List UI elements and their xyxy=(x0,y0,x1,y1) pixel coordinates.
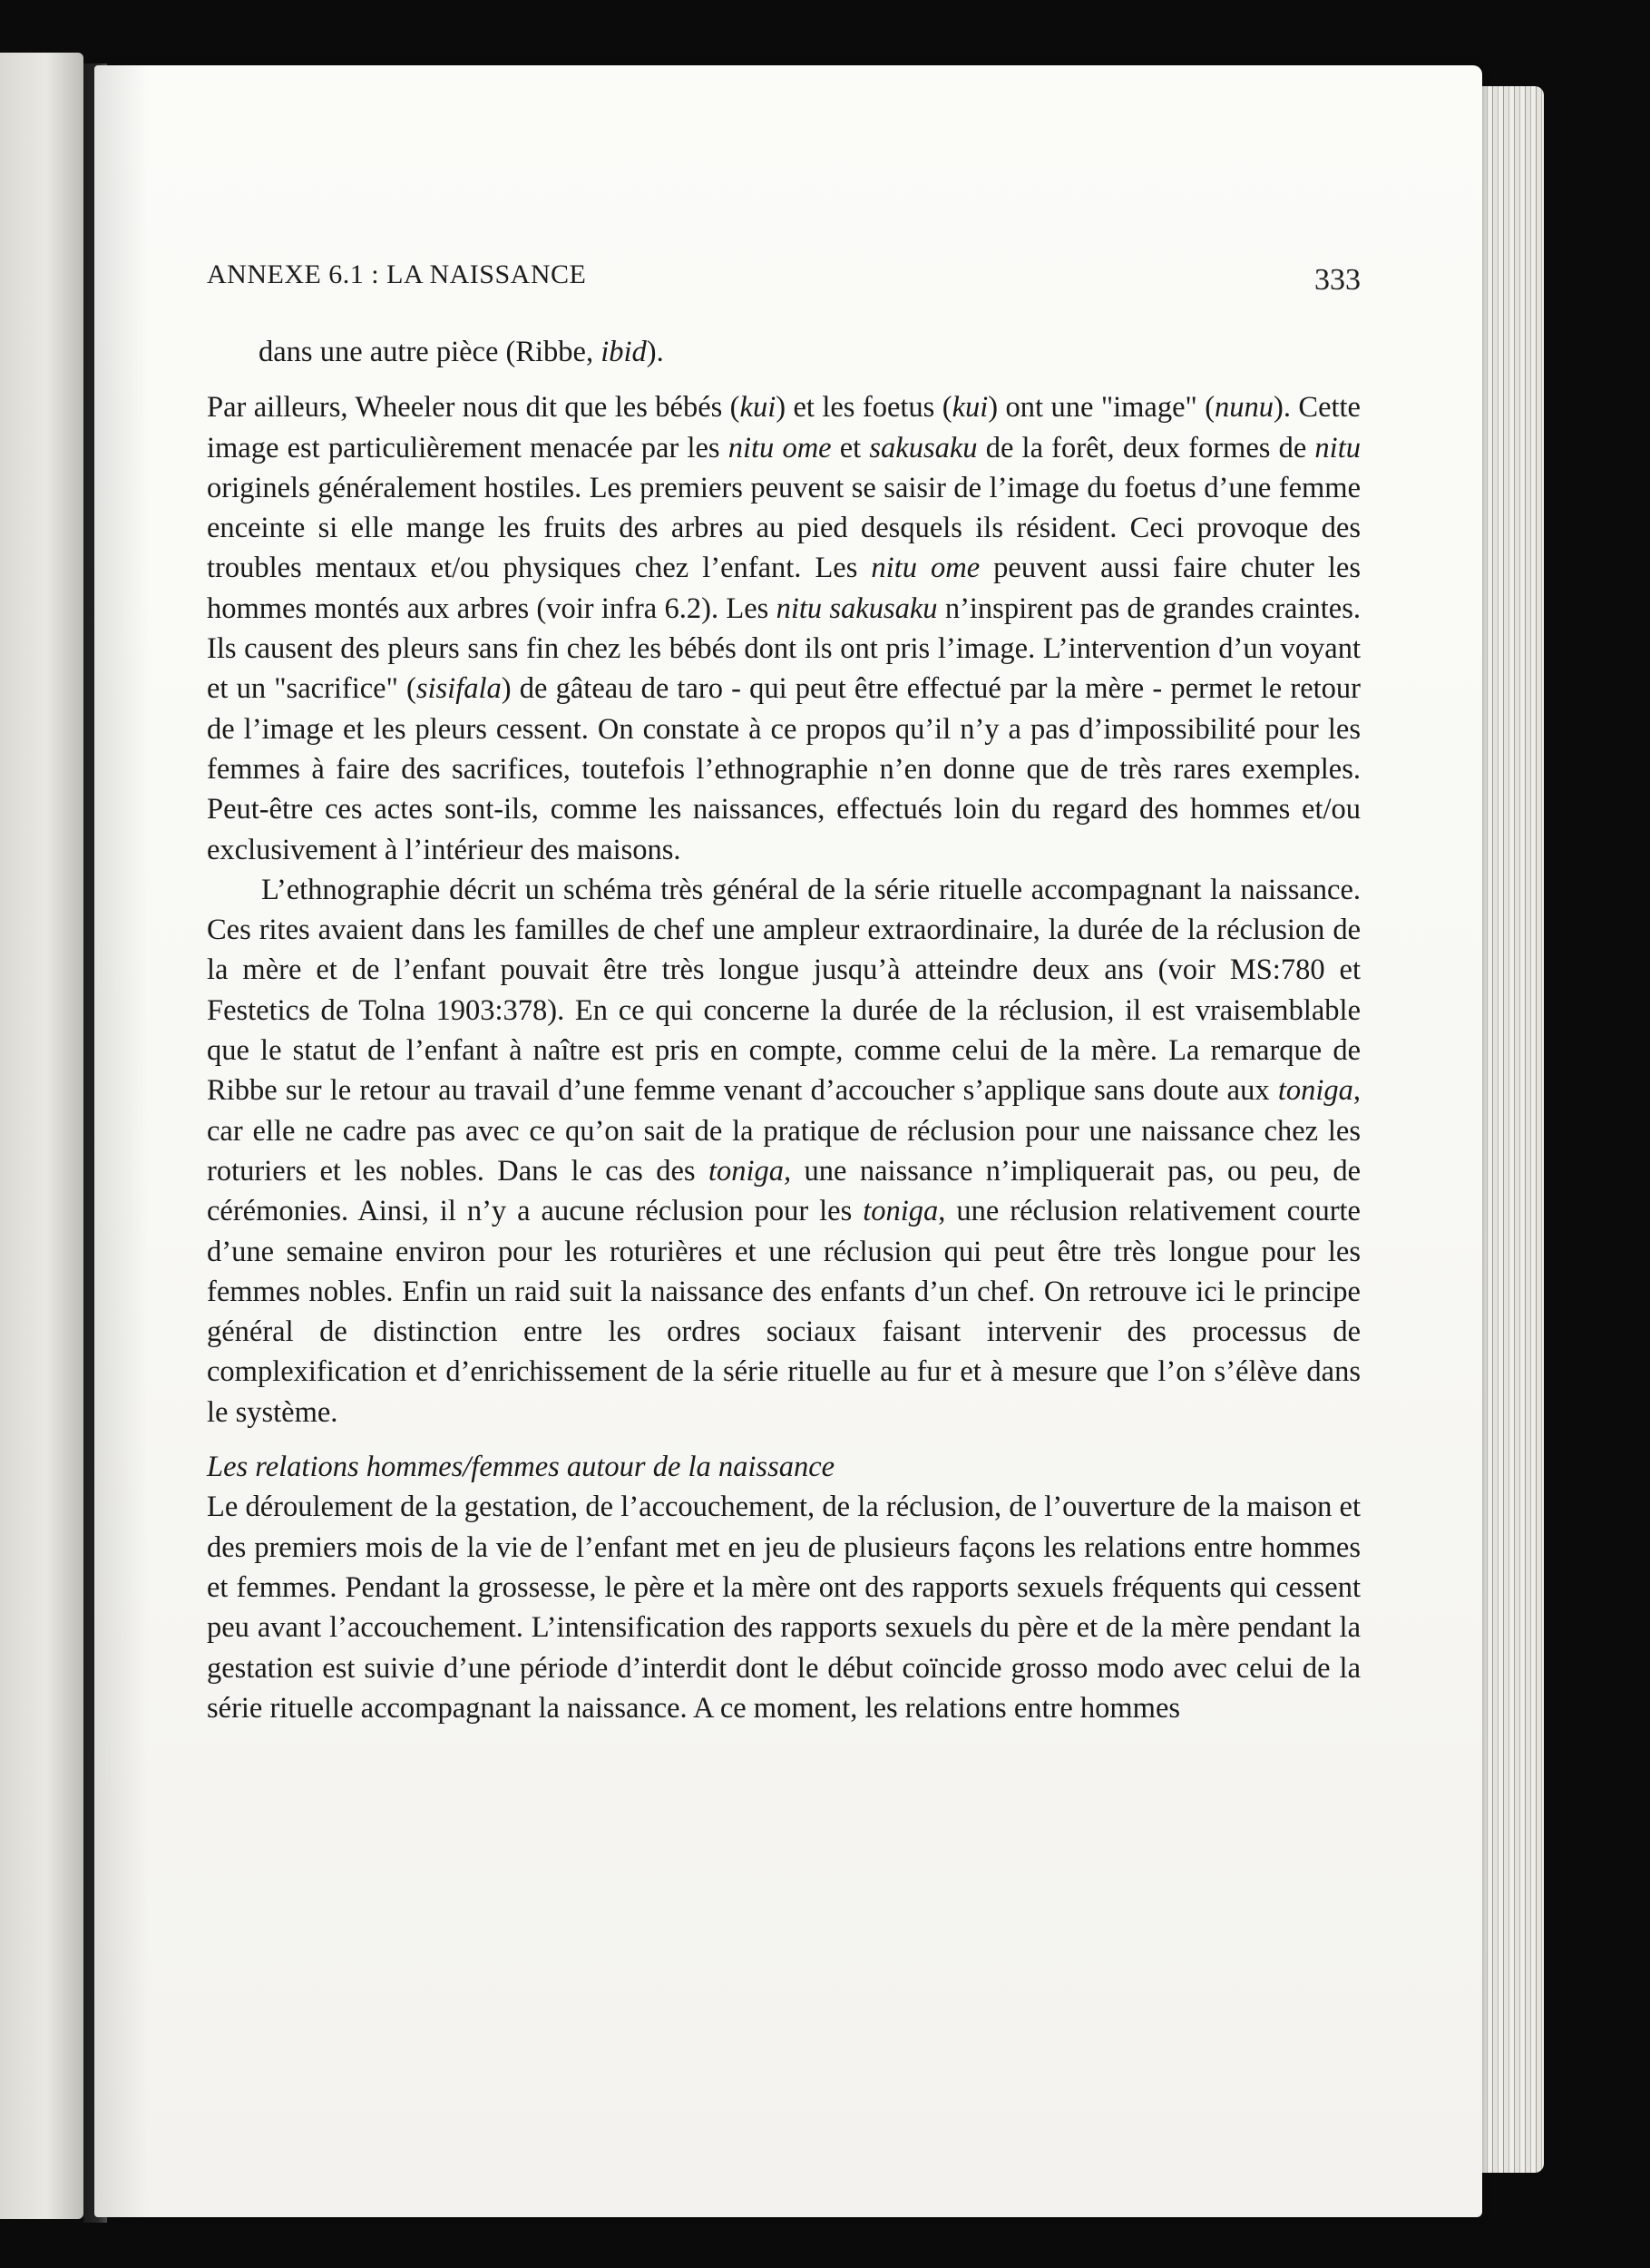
text-run: L’ethnographie décrit un schéma très général de la série rituelle accompagnant la naissance. Ces rites avaient dans les familles de chef une ampleur extraordinaire, la durée de la réclusion de la mère et de l’enfant pouvait être très longue jusqu’à atteindre deux ans (voir MS:780 et Festetics de Tolna 1903:378). En ce qui concerne la durée de la réclusion, il est vraisemblable que le statut de l’enfant à naître est pris en compte, comme celui de la mère. La remarque de Ribbe sur le retour au travail d’une femme venant d’accoucher s’applique sans doute aux xyxy=(207,873,1361,1108)
paragraph xyxy=(207,387,1361,870)
italic-term: toniga xyxy=(1277,1074,1353,1108)
paragraph xyxy=(207,332,1361,372)
text-run: ) ont une "image" ( xyxy=(988,391,1216,425)
text-run: originels généralement hostiles. Les premiers peuvent se saisir de l’image du foetus d’une femme enceinte si elle mange les fruits des arbres au pied desquels ils résident. Ceci provoque des troubles mentaux et/ou physiques chez l’enfant. Les xyxy=(207,471,1361,585)
book-page xyxy=(94,65,1482,2217)
text-run: dans une autre pièce (Ribbe, xyxy=(259,336,601,368)
italic-term: nitu ome xyxy=(871,552,981,585)
text-run: , une réclusion relativement courte d’une semaine environ pour les roturières et une réclusion qui peut être très longue pour les femmes nobles. Enfin un raid suit la naissance des enfants d’un chef. On retrouve ici le principe général de distinction entre les ordres sociaux faisant intervenir des processus de complexification et d’enrichissement de la série rituelle au fur et à mesure que l’on s’élève dans le système. xyxy=(207,1195,1361,1429)
text-run: Par ailleurs, Wheeler nous dit que les bébés ( xyxy=(207,391,740,425)
paragraph xyxy=(207,1487,1361,1728)
text-run: Les relations hommes/femmes autour de la naissance xyxy=(207,1451,835,1484)
italic-term: sisifala xyxy=(415,672,502,706)
italic-term: nunu xyxy=(1215,391,1274,425)
text-run: et xyxy=(831,431,870,464)
text-run: de la forêt, deux formes de xyxy=(977,431,1315,464)
left-page-edge xyxy=(0,53,83,2219)
text-run: ) et les foetus ( xyxy=(776,391,952,425)
text-run: une naissance n’impliquerait pas, ou peu, de cérémonies. Ainsi, il n’y a aucune réclusion pour les xyxy=(207,1154,1362,1228)
running-head: ANNEXE 6.1 : LA NAISSANCE xyxy=(207,259,587,289)
italic-term: ibid xyxy=(600,336,647,368)
italic-term: nitu ome xyxy=(727,431,832,464)
body-text xyxy=(207,332,1361,1728)
italic-term: kui xyxy=(952,391,989,425)
text-run: Le déroulement de la gestation, de l’accouchement, de la réclusion, de l’ouverture de la maison et des premiers mois de la vie de l’enfant met en jeu de plusieurs façons les relations entre hommes et femmes. Pendant la grossesse, le père et la mère ont des rapports sexuels fréquents qui cessent peu avant l’accouchement. L’intensification des rapports sexuels du père et de la mère pendant la gestation est suivie d’une période d’interdit dont le début coïncide grosso modo avec celui de la série rituelle accompagnant la naissance. A ce moment, les relations entre hommes xyxy=(207,1491,1361,1725)
italic-term: kui xyxy=(739,391,776,425)
text-run: peuvent aussi faire chuter les hommes montés aux arbres (voir infra 6.2). Les xyxy=(207,552,1361,625)
page-header xyxy=(207,243,1361,297)
italic-term: nitu xyxy=(1314,431,1361,464)
paragraph xyxy=(207,870,1361,1432)
italic-term: nitu sakusaku xyxy=(776,591,938,625)
text-run: ). Cette image est particulièrement menacée par les xyxy=(207,391,1361,464)
page-number: 333 xyxy=(1314,263,1361,297)
italic-term: sakusaku xyxy=(869,431,978,464)
text-run: ). xyxy=(646,336,664,368)
section-heading xyxy=(207,1447,1361,1487)
italic-term: toniga, xyxy=(708,1154,792,1188)
text-run: ) de gâteau de taro - qui peut être effectué par la mère - permet le retour de l’image et les pleurs cessent. On constate à ce propos qu’il n’y a pas d’impossibilité pour les femmes à faire des sacrifices, toutefois l’ethnographie n’en donne que de très rares exemples. Peut-être ces actes sont-ils, comme les naissances, effectués loin du regard des hommes et/ou exclusivement à l’intérieur des maisons. xyxy=(207,672,1361,866)
italic-term: toniga xyxy=(863,1195,939,1228)
text-run: n’inspirent pas de grandes craintes. Ils causent des pleurs sans fin chez les bébés dont ils ont pris l’image. L’intervention d’un voyant et un "sacrifice" ( xyxy=(207,591,1361,706)
text-run: , car elle ne cadre pas avec ce qu’on sait de la pratique de réclusion pour une naissance chez les roturiers et les nobles. Dans le cas des xyxy=(207,1074,1361,1188)
